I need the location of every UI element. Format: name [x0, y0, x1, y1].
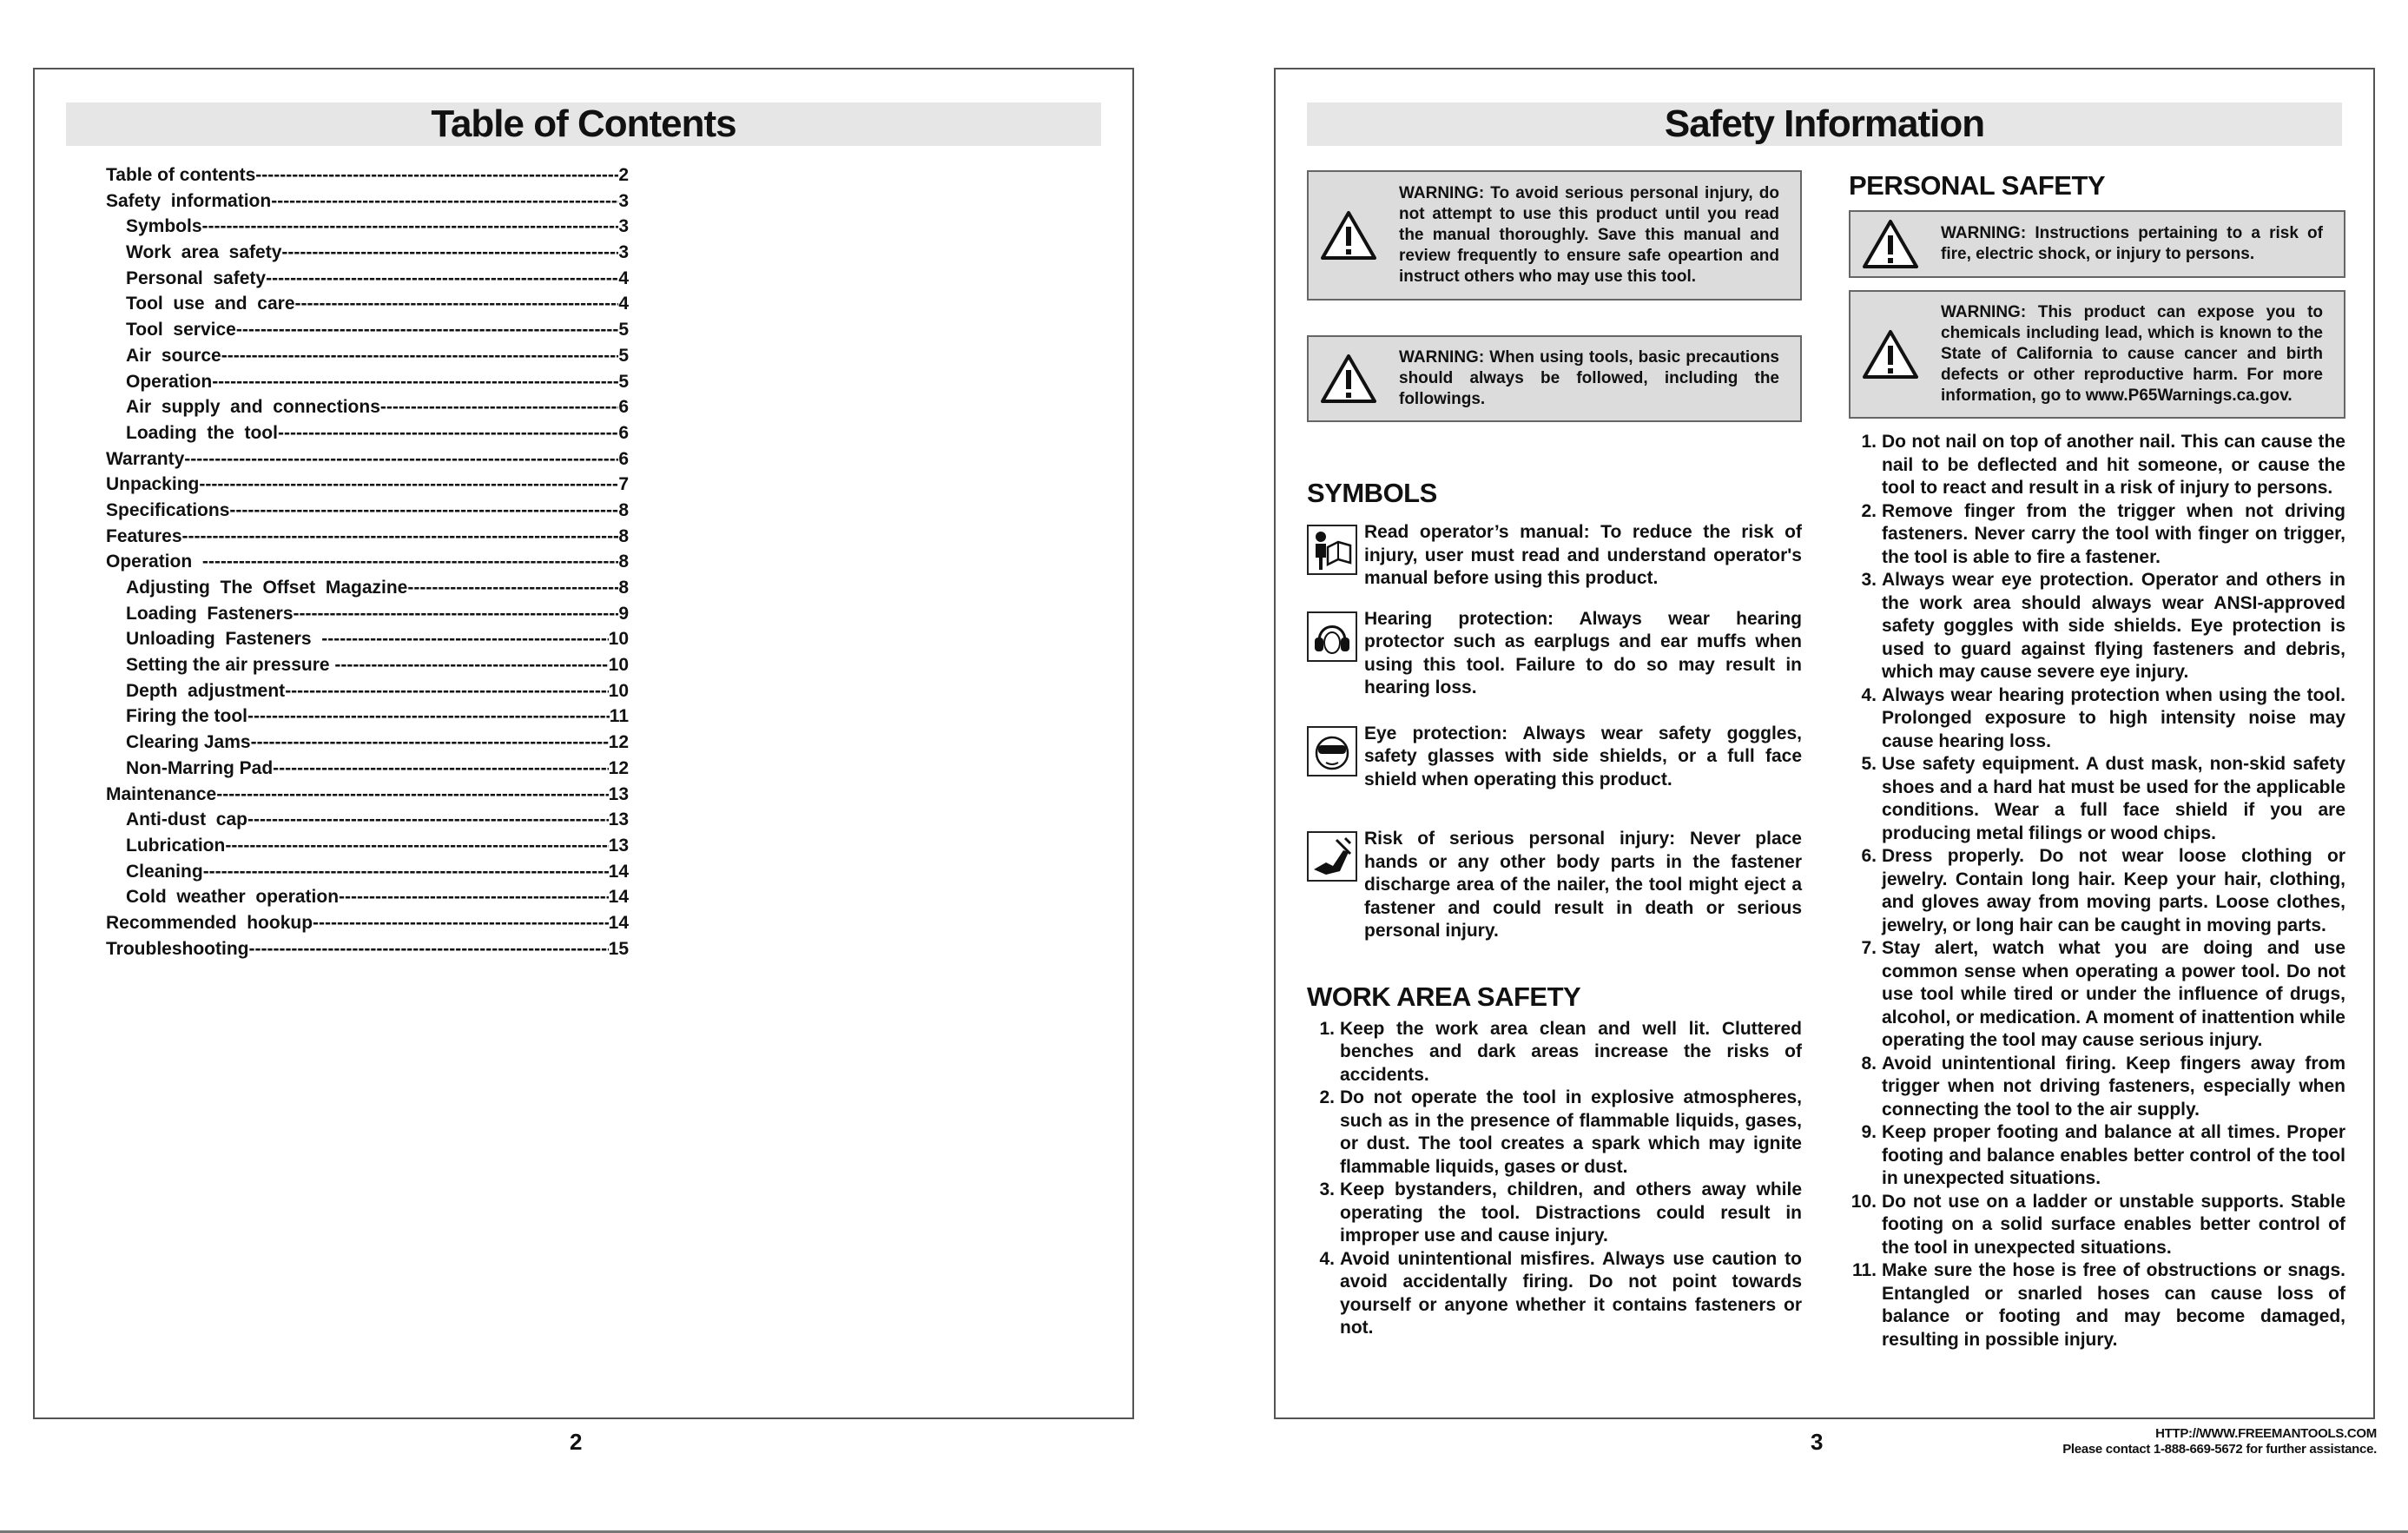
toc-entry[interactable] [106, 242, 629, 268]
toc-leader [221, 346, 619, 367]
toc-entry-page: 3 [618, 242, 629, 263]
toc-entry-page: 7 [618, 474, 629, 495]
toc-entry-label: Setting the air pressure [126, 655, 335, 676]
list-item [1307, 1179, 1802, 1248]
toc-leader [380, 397, 618, 418]
toc-entry[interactable] [106, 604, 629, 630]
toc-entry-page: 9 [618, 603, 629, 624]
symbol-text: Eye protection: Always wear safety goggles, safety glasses with side shields, or a full face shield when operating this product. [1364, 723, 1802, 790]
toc-entry[interactable] [106, 784, 629, 810]
toc-entry-label: Firing the tool [126, 706, 247, 727]
list-item-text: Avoid unintentional misfires. Always use caution to avoid accidentally firing. Do not point towards yourself or anyone whether it contains fasteners or not. [1340, 1248, 1802, 1338]
toc-entry-label: Adjusting The Offset Magazine [126, 578, 408, 598]
safety-title: Safety Information [1307, 102, 2342, 146]
list-item-number: 5. [1861, 754, 1877, 774]
symbol-text: Read operator’s manual: To reduce the risk of injury, user must read and understand operator's manual before using this product. [1364, 522, 1802, 588]
toc-entry-label: Anti-dust cap [126, 809, 247, 830]
warning-box [1849, 290, 2345, 419]
toc-entry-page: 4 [618, 268, 629, 288]
toc-entry-label: Warranty [106, 448, 185, 469]
list-item-text: Do not operate the tool in explosive atmospheres, such as in the presence of flammable liquids, gases, or dust. The tool creates a spark which may ignite flammable liquids, gases or dust. [1340, 1087, 1802, 1177]
toc-entry-page: 10 [608, 680, 629, 701]
personal-safety-heading: PERSONAL SAFETY [1849, 170, 2106, 201]
warning-triangle-icon [1863, 219, 1918, 269]
list-item [1849, 684, 2345, 754]
toc-entry-label: Tool service [126, 320, 236, 340]
toc-entry-page: 4 [618, 294, 629, 314]
list-item [1849, 845, 2345, 937]
toc-entry-page: 3 [618, 216, 629, 237]
work-area-list [1307, 1018, 1802, 1340]
toc-entry[interactable] [106, 681, 629, 707]
toc-leader [281, 242, 618, 263]
toc-entry-page: 8 [618, 552, 629, 572]
toc-entry-label: Maintenance [106, 783, 217, 804]
eye-protection-icon [1307, 726, 1357, 776]
toc-entry[interactable] [106, 346, 629, 372]
toc-entry-page: 6 [618, 422, 629, 443]
warning-box [1307, 170, 1802, 301]
toc-entry-label: Specifications [106, 499, 230, 520]
warning-triangle-icon [1321, 210, 1376, 261]
toc-entry[interactable] [106, 913, 629, 939]
toc-entry-page: 13 [608, 835, 629, 856]
toc-entry-page: 10 [608, 629, 629, 650]
list-item-text: Remove finger from the trigger when not driving fasteners. Never carry the tool with finger on trigger, the tool is able to fire a fastener. [1882, 500, 2345, 567]
toc-leader [295, 294, 619, 314]
warning-text: WARNING: To avoid serious personal injury, do not attempt to use this product until you read the manual thoroughly. Save this manual and review frequently to ensure safe opeartion and instruct others who may use this tool. [1399, 184, 1779, 286]
symbol-row [1307, 608, 1802, 700]
toc-entry-label: Work area safety [126, 242, 282, 263]
warning-text: WARNING: Instructions pertaining to a risk of fire, electric shock, or injury to persons. [1941, 224, 2323, 263]
toc-entry-label: Air supply and connections [126, 397, 380, 418]
symbol-text: Hearing protection: Always wear hearing protector such as earplugs and ear muffs when using this tool. Failure to do so may result in hearing loss. [1364, 608, 1802, 697]
list-item [1849, 1191, 2345, 1260]
toc-entry-page: 14 [608, 861, 629, 882]
toc-entry-page: 11 [609, 706, 629, 727]
toc-leader [278, 423, 618, 444]
toc-entry-page: 13 [608, 809, 629, 830]
list-item [1849, 1121, 2345, 1191]
toc-leader [294, 604, 619, 624]
right-page [1274, 68, 2375, 1419]
list-item [1849, 431, 2345, 500]
toc-entry[interactable] [106, 809, 629, 836]
toc-entry-label: Recommended hookup [106, 912, 313, 933]
list-item-text: Keep proper footing and balance at all times. Proper footing and balance enables better control of the tool in unexpected situations. [1882, 1122, 2345, 1188]
toc-leader [202, 216, 619, 237]
toc-entry-page: 14 [608, 912, 629, 933]
toc-entry[interactable] [106, 423, 629, 449]
toc-entry-page: 3 [618, 190, 629, 211]
toc-entry-page: 5 [618, 320, 629, 340]
toc-leader [248, 939, 608, 960]
list-item-text: Do not nail on top of another nail. This can cause the nail to be deflected and hit someone, or cause the tool to react and result in a risk of injury to persons. [1882, 432, 2345, 498]
toc-leader [229, 500, 618, 521]
toc-leader [225, 836, 608, 856]
toc-entry-page: 5 [618, 345, 629, 366]
toc-leader [212, 372, 618, 393]
hearing-protection-icon [1307, 611, 1357, 662]
toc-entry-page: 6 [618, 397, 629, 418]
toc-entry-label: Cold weather operation [126, 887, 340, 908]
toc-leader [271, 191, 618, 212]
toc-leader [407, 578, 618, 598]
toc-entry[interactable] [106, 294, 629, 320]
left-column [1307, 170, 1802, 1340]
toc-entry-label: Non-Marring Pad [126, 757, 274, 778]
list-item-text: Stay alert, watch what you are doing and use common sense when operating a power tool. Do not use tool while tired or under the influence of drugs, alcohol, or medication. A moment of inattention while operating the tool may cause serious injury. [1882, 938, 2345, 1050]
toc-entry[interactable] [106, 474, 629, 500]
toc-entry-page: 13 [608, 783, 629, 804]
toc-entry-label: Symbols [126, 216, 202, 237]
symbol-row [1307, 521, 1802, 591]
toc-entry[interactable] [106, 887, 629, 913]
personal-safety-list [1849, 431, 2345, 1351]
toc-entry-label: Lubrication [126, 835, 226, 856]
list-item-number: 8. [1861, 1053, 1877, 1074]
manual-icon [1307, 525, 1357, 575]
page-number-left: 2 [570, 1429, 583, 1455]
toc-leader [184, 449, 618, 470]
list-item [1307, 1018, 1802, 1087]
toc-entry-label: Loading the tool [126, 422, 278, 443]
toc-entry-label: Air source [126, 345, 221, 366]
list-item-number: 3. [1861, 570, 1877, 590]
toc-leader [334, 655, 608, 676]
toc-leader [203, 862, 609, 882]
list-item-number: 3. [1319, 1179, 1335, 1199]
toc-leader [236, 320, 618, 340]
symbols-heading: SYMBOLS [1307, 478, 1437, 508]
list-item [1849, 1259, 2345, 1351]
list-item-text: Keep bystanders, children, and others away while operating the tool. Distractions could result in improper use and cause injury. [1340, 1179, 1802, 1246]
toc-leader [285, 681, 608, 702]
warning-text: WARNING: When using tools, basic precautions should always be followed, including the followings. [1399, 348, 1779, 408]
footer-phone: Please contact 1-888-669-5672 for further assistance. [2062, 1442, 2377, 1457]
toc-entry[interactable] [106, 629, 629, 655]
list-item-number: 4. [1861, 684, 1877, 705]
toc-entry[interactable] [106, 449, 629, 475]
toc-entry-label: Operation [106, 552, 202, 572]
toc-leader [339, 887, 609, 908]
toc-entry[interactable] [106, 578, 629, 604]
toc-leader [251, 732, 609, 753]
toc-entry-page: 12 [608, 732, 629, 753]
list-item-text: Make sure the hose is free of obstructions or snags. Entangled or snarled hoses can cause loss of balance or footing and may become damaged, resulting in possible injury. [1882, 1260, 2345, 1350]
list-item-number: 2. [1861, 500, 1877, 521]
toc-title: Table of Contents [66, 102, 1101, 146]
toc-entry-label: Unloading Fasteners [126, 629, 322, 650]
toc-entry-label: Table of contents [106, 165, 256, 185]
warning-text: WARNING: This product can expose you to chemicals including lead, which is known to the State of California to cause cancer and birth defects or other reproductive harm. For more information, go to www.P65Warnings.ca.gov. [1941, 303, 2323, 405]
list-item-number: 2. [1319, 1087, 1335, 1107]
toc-leader [321, 629, 608, 650]
toc-entry[interactable] [106, 165, 629, 191]
list-item-text: Always wear eye protection. Operator and others in the work area should always wear ANSI-approved safety goggles with side shields. Eye protection is used to guard against flying fasteners and debris, which may cause severe eye injury. [1882, 570, 2345, 682]
toc-leader [247, 809, 609, 830]
list-item-number: 6. [1861, 846, 1877, 866]
list-item-number: 1. [1861, 432, 1877, 452]
symbol-text: Risk of serious personal injury: Never place hands or any other body parts in the fastener discharge area of the nailer, the tool might eject a fastener and could result in death or serious personal injury. [1364, 829, 1802, 941]
toc-entry-label: Cleaning [126, 861, 203, 882]
toc-entry[interactable] [106, 732, 629, 758]
list-item-text: Keep the work area clean and well lit. Cluttered benches and dark areas increase the risks of accidents. [1340, 1018, 1802, 1085]
work-area-heading: WORK AREA SAFETY [1307, 981, 1581, 1012]
toc-list [106, 165, 629, 964]
warning-box [1849, 210, 2345, 278]
warning-triangle-icon [1863, 329, 1918, 380]
warning-triangle-icon [1321, 354, 1376, 404]
toc-entry[interactable] [106, 758, 629, 784]
left-page [33, 68, 1134, 1419]
toc-leader [182, 526, 619, 547]
symbol-row [1307, 828, 1802, 943]
toc-entry[interactable] [106, 939, 629, 965]
warning-box [1307, 335, 1802, 422]
toc-entry-label: Unpacking [106, 474, 200, 495]
toc-entry-page: 15 [608, 938, 629, 959]
footer-contact [2062, 1426, 2377, 1457]
right-column [1849, 170, 2345, 1351]
toc-entry-page: 8 [618, 578, 629, 598]
toc-entry[interactable] [106, 706, 629, 732]
list-item [1849, 1053, 2345, 1122]
list-item [1307, 1087, 1802, 1179]
toc-entry[interactable] [106, 862, 629, 888]
toc-entry-page: 10 [608, 655, 629, 676]
toc-leader [199, 474, 618, 495]
list-item-number: 11. [1851, 1260, 1877, 1280]
toc-entry-label: Loading Fasteners [126, 603, 294, 624]
toc-entry[interactable] [106, 268, 629, 294]
toc-entry[interactable] [106, 500, 629, 526]
toc-entry[interactable] [106, 320, 629, 346]
list-item-number: 7. [1861, 938, 1877, 958]
list-item [1849, 500, 2345, 570]
toc-entry-label: Operation [126, 371, 213, 392]
toc-entry-page: 2 [618, 165, 629, 185]
list-item-text: Use safety equipment. A dust mask, non-skid safety shoes and a hard hat must be used for the applicable conditions. Wear a full face shield if you are producing metal filings or wood chips. [1882, 754, 2345, 843]
list-item [1849, 753, 2345, 845]
list-item-number: 4. [1319, 1248, 1335, 1269]
toc-entry-page: 12 [608, 757, 629, 778]
toc-entry-label: Clearing Jams [126, 732, 251, 753]
toc-leader [266, 268, 618, 289]
toc-entry-page: 6 [618, 448, 629, 469]
toc-leader [313, 913, 609, 934]
toc-entry-label: Personal safety [126, 268, 267, 288]
toc-entry[interactable] [106, 836, 629, 862]
toc-leader [216, 784, 608, 805]
toc-entry[interactable] [106, 191, 629, 217]
toc-leader [247, 706, 610, 727]
list-item-text: Avoid unintentional firing. Keep fingers away from trigger when not driving fasteners, especially when connecting the tool to the air supply. [1882, 1053, 2345, 1120]
list-item-text: Do not use on a ladder or unstable supports. Stable footing on a solid surface enables better control of the tool in unexpected situations. [1882, 1191, 2345, 1258]
list-item [1849, 569, 2345, 684]
page-number-right: 3 [1811, 1429, 1824, 1455]
toc-entry-label: Tool use and care [126, 294, 295, 314]
list-item-number: 9. [1861, 1122, 1877, 1142]
list-item [1849, 937, 2345, 1053]
toc-leader [255, 165, 618, 186]
list-item-text: Always wear hearing protection when using the tool. Prolonged exposure to high intensity noise may cause hearing loss. [1882, 684, 2345, 751]
toc-entry[interactable] [106, 397, 629, 423]
toc-leader [202, 552, 618, 572]
toc-entry[interactable] [106, 372, 629, 398]
toc-entry[interactable] [106, 216, 629, 242]
hand-injury-icon [1307, 831, 1357, 882]
toc-entry[interactable] [106, 552, 629, 578]
toc-leader [273, 758, 608, 779]
toc-entry-page: 14 [608, 887, 629, 908]
toc-entry[interactable] [106, 655, 629, 681]
toc-entry-label: Depth adjustment [126, 680, 286, 701]
list-item-number: 1. [1319, 1018, 1335, 1039]
toc-entry-page: 8 [618, 525, 629, 546]
list-item [1307, 1248, 1802, 1340]
toc-entry-label: Features [106, 525, 182, 546]
footer-url[interactable]: HTTP://WWW.FREEMANTOOLS.COM [2155, 1426, 2377, 1441]
toc-entry-label: Safety information [106, 190, 272, 211]
list-item-text: Dress properly. Do not wear loose clothing or jewelry. Contain long hair. Keep your hair, clothing, and gloves away from moving parts. Loose clothes, jewelry, or long hair can be caught in moving parts. [1882, 846, 2345, 935]
toc-entry[interactable] [106, 526, 629, 552]
symbol-row [1307, 723, 1802, 792]
toc-entry-label: Troubleshooting [106, 938, 249, 959]
list-item-number: 10. [1851, 1191, 1877, 1212]
toc-entry-page: 5 [618, 371, 629, 392]
toc-entry-page: 8 [618, 499, 629, 520]
